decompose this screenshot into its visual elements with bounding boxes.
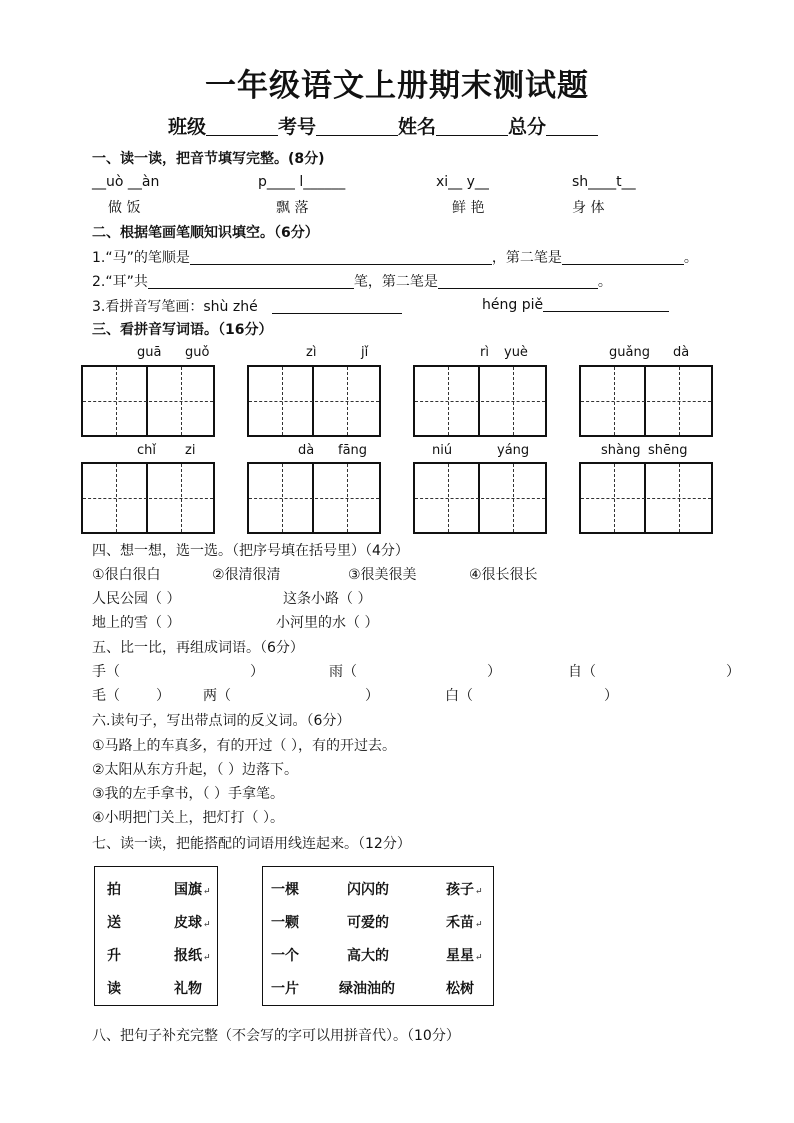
s5-item-yu[interactable]: 雨（ [329, 664, 357, 680]
s3-py-3b: yuè [504, 345, 528, 360]
s1-pinyin-1[interactable]: __uò __àn [92, 174, 160, 190]
match-measure[interactable]: 一个 [271, 948, 299, 964]
match-noun[interactable]: 报纸↵ [174, 948, 211, 964]
s5-item-mao[interactable]: 毛（ [92, 688, 120, 704]
s1-word-3: 鲜 艳 [452, 200, 485, 216]
s1-word-2: 飘 落 [276, 200, 309, 216]
s4-option-2: ②很清很清 [212, 567, 281, 583]
score-field[interactable] [546, 115, 598, 136]
s2-blank-1[interactable] [190, 249, 492, 265]
s2-blank-3[interactable] [148, 273, 354, 289]
s4-item-b[interactable]: 这条小路（ ） [283, 591, 372, 607]
s4-option-4: ④很长很长 [469, 567, 538, 583]
s4-option-3: ③很美很美 [348, 567, 417, 583]
writing-grid[interactable] [579, 365, 713, 437]
s4-item-c[interactable]: 地上的雪（ ） [92, 615, 181, 631]
writing-grid[interactable] [413, 365, 547, 437]
match-adjective[interactable]: 可爱的 [347, 915, 389, 931]
s3-py-5b: zi [185, 443, 196, 458]
section-2-heading: 二、根据笔画笔顺知识填空。（6分） [92, 225, 319, 241]
s2-line-3: 3.看拼音写笔画：shù zhé [92, 296, 402, 316]
section-5-heading: 五、比一比，再组成词语。（6分） [92, 640, 304, 656]
page-title: 一年级语文上册期末测试题 [205, 68, 589, 104]
s5-close: ） [365, 688, 379, 704]
section-8-heading: 八、把句子补充完整（不会写的字可以用拼音代）。（10分） [92, 1028, 460, 1044]
s1-pinyin-3[interactable]: xi__ y__ [436, 174, 489, 190]
s3-py-7b: yáng [497, 443, 530, 458]
writing-grid[interactable] [247, 462, 381, 534]
section-7-heading: 七、读一读，把能搭配的词语用线连起来。（12分） [92, 836, 411, 852]
name-field[interactable] [436, 115, 508, 136]
section-1-heading: 一、读一读，把音节填写完整。(8分) [92, 151, 325, 167]
writing-grid[interactable] [413, 462, 547, 534]
s5-close: ） [726, 664, 740, 680]
s3-py-7a: niú [432, 443, 453, 458]
s1-word-1: 做 饭 [108, 200, 141, 216]
s6-line-3[interactable]: ③我的左手拿书，（ ）手拿笔。 [92, 786, 285, 802]
match-measure[interactable]: 一棵 [271, 882, 299, 898]
match-noun[interactable]: 国旗↵ [174, 882, 211, 898]
match-measure[interactable]: 一颗 [271, 915, 299, 931]
s2-line-3b: héng piě [482, 296, 669, 313]
match-verb[interactable]: 读 [107, 981, 121, 997]
number-field[interactable] [316, 115, 398, 136]
match-adjective[interactable]: 高大的 [347, 948, 389, 964]
class-label: 班级 [168, 116, 207, 138]
match-noun[interactable]: 皮球↵ [174, 915, 211, 931]
s3-py-2b: jǐ [361, 345, 369, 360]
s2-blank-2[interactable] [562, 249, 684, 265]
s6-line-1[interactable]: ①马路上的车真多，有的开过（ ），有的开过去。 [92, 738, 396, 754]
s5-item-liang[interactable]: 两（ [203, 688, 231, 704]
number-label: 考号 [278, 116, 317, 138]
s5-item-zi[interactable]: 自（ [568, 664, 596, 680]
class-field[interactable] [206, 115, 278, 136]
match-adjective[interactable]: 闪闪的 [347, 882, 389, 898]
s3-py-4a: guǎng [609, 345, 650, 360]
s5-item-shou[interactable]: 手（ [92, 664, 120, 680]
s3-py-8b: shēng [648, 443, 688, 458]
match-measure[interactable]: 一片 [271, 981, 299, 997]
section-6-heading: 六.读句子，写出带点词的反义词。（6分） [92, 713, 351, 729]
s5-item-bai[interactable]: 白（ [445, 688, 473, 704]
s3-py-1b: guǒ [185, 345, 210, 360]
s3-py-2a: zì [306, 345, 317, 360]
s5-close: ） [156, 688, 170, 704]
s5-close: ） [604, 688, 618, 704]
match-noun[interactable]: 礼物 [174, 981, 202, 997]
writing-grid[interactable] [247, 365, 381, 437]
s4-item-a[interactable]: 人民公园（ ） [92, 591, 181, 607]
s6-line-2[interactable]: ②太阳从东方升起，（ ）边落下。 [92, 762, 299, 778]
section-3-heading: 三、看拼音写词语。（16分） [92, 322, 273, 338]
s4-item-d[interactable]: 小河里的水（ ） [276, 615, 379, 631]
s2-blank-4[interactable] [438, 273, 598, 289]
match-object[interactable]: 孩子↵ [446, 882, 483, 898]
s2-line-2: 2.“耳”共 笔，第二笔是 。 [92, 274, 612, 290]
s1-pinyin-4[interactable]: sh____t__ [572, 174, 636, 190]
s5-close: ） [487, 664, 501, 680]
s1-word-4: 身 体 [572, 200, 605, 216]
s3-py-6b: fāng [338, 443, 368, 458]
writing-grid[interactable] [81, 365, 215, 437]
student-info-line [168, 112, 598, 139]
s3-py-3a: rì [480, 345, 489, 360]
s3-py-1a: guā [137, 345, 162, 360]
match-object[interactable]: 星星↵ [446, 948, 483, 964]
s4-option-1: ①很白很白 [92, 567, 161, 583]
s5-close: ） [250, 664, 264, 680]
s2-line-1: 1.“马”的笔顺是 ，第二笔是 。 [92, 250, 698, 266]
match-verb[interactable]: 拍 [107, 882, 121, 898]
s2-blank-6[interactable] [543, 296, 669, 312]
s2-blank-5[interactable] [272, 298, 402, 314]
match-verb[interactable]: 升 [107, 948, 121, 964]
writing-grid[interactable] [81, 462, 215, 534]
s3-py-8a: shàng [601, 443, 641, 458]
writing-grid[interactable] [579, 462, 713, 534]
s1-pinyin-2[interactable]: p____ l______ [258, 174, 346, 190]
s3-py-6a: dà [298, 443, 315, 458]
match-adjective[interactable]: 绿油油的 [339, 981, 395, 997]
match-object[interactable]: 松树 [446, 981, 474, 997]
match-verb[interactable]: 送 [107, 915, 121, 931]
s3-py-5a: chǐ [137, 443, 156, 458]
name-label: 姓名 [398, 116, 437, 138]
match-object[interactable]: 禾苗↵ [446, 915, 483, 931]
s3-py-4b: dà [673, 345, 690, 360]
section-4-heading: 四、想一想，选一选。（把序号填在括号里）（4分） [92, 543, 409, 559]
score-label: 总分 [508, 116, 547, 138]
s6-line-4[interactable]: ④小明把门关上，把灯打（ ）。 [92, 810, 285, 826]
